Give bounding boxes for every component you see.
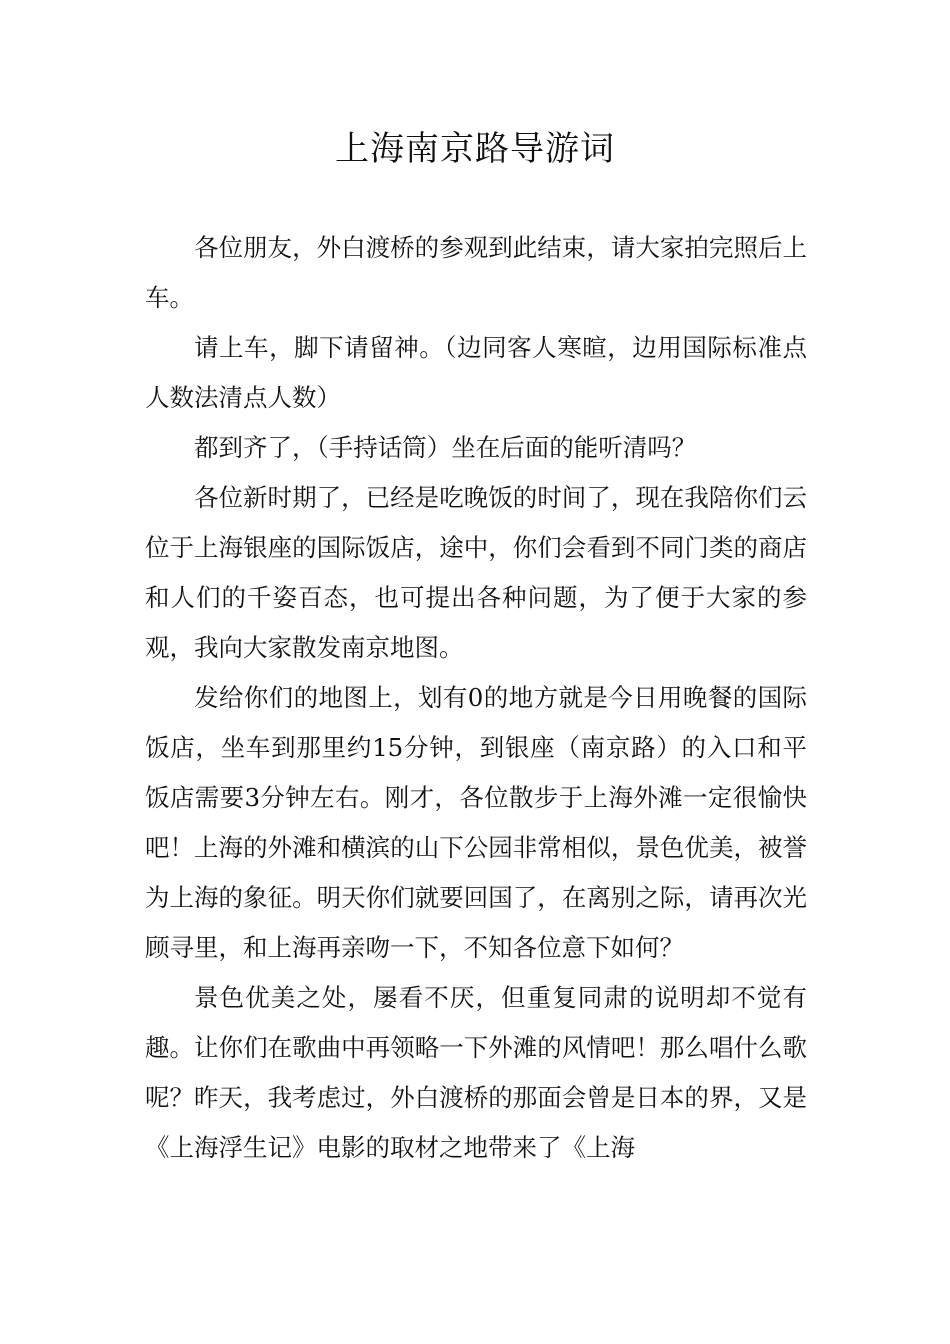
document-title: 上海南京路导游词 — [335, 129, 615, 169]
paragraph: 各位新时期了，已经是吃晚饭的时间了，现在我陪你们云位于上海银座的国际饭店，途中，你们会看到不同门类的商店和人们的千姿百态，也可提出各种问题，为了便于大家的参观，我向大家散发南京地图。 — [145, 483, 807, 662]
paragraph: 请上车，脚下请留神。（边同客人寒暄，边用国际标准点人数法清点人数） — [145, 333, 807, 412]
paragraph: 都到齐了，（手持话筒）坐在后面的能听清吗？ — [194, 433, 697, 462]
paragraph: 各位朋友，外白渡桥的参观到此结束，请大家拍完照后上车。 — [145, 233, 807, 312]
paragraph: 发给你们的地图上，划有0的地方就是今日用晚餐的国际饭店，坐车到那里约15分钟，到银座（南京路）的入口和平饭店需要3分钟左右。刚才，各位散步于上海外滩一定很愉快吧！上海的外滩和横滨的山下公园非常相似，景色优美，被誉为上海的象征。明天你们就要回国了，在离别之际，请再次光顾寻里，和上海再亲吻一下，不知各位意下如何？ — [145, 683, 807, 962]
document-body — [145, 223, 807, 1173]
paragraph: 景色优美之处，屡看不厌，但重复同肃的说明却不觉有趣。让你们在歌曲中再领略一下外滩的风情吧！那么唱什么歌呢？昨天，我考虑过，外白渡桥的那面会曾是日本的界，又是《上海浮生记》电影的取材之地带来了《上海 — [145, 983, 807, 1162]
